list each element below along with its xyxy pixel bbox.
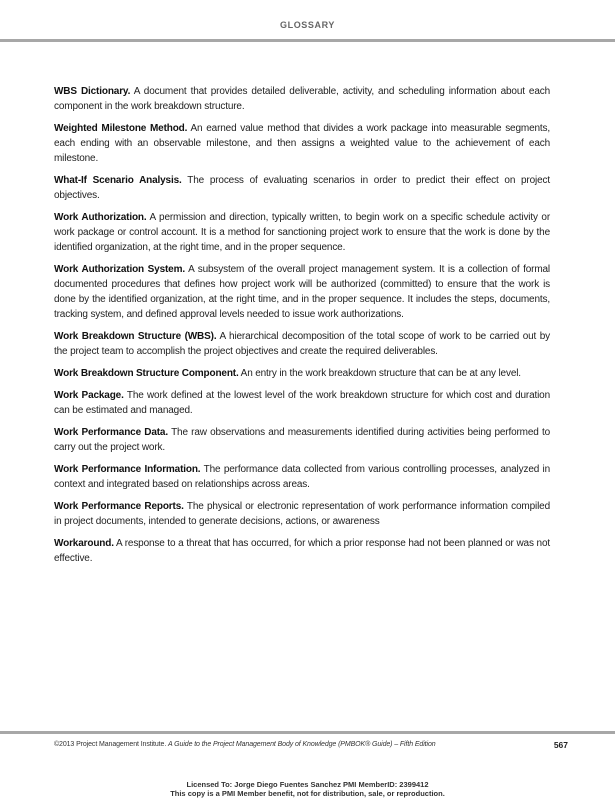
glossary-entry bbox=[54, 210, 550, 255]
entry-term: Work Package. bbox=[54, 390, 124, 401]
glossary-entry bbox=[54, 121, 550, 166]
entry-definition: A subsystem of the overall project management system. It is a collection of formal documented procedures that defines how project work will be authorized (committed) to ensure that the work is done by the identified organization, at the right time, and in the proper sequence. It includes the steps, documents, tracking system, and defined approval levels needed to issue work authorizations. bbox=[54, 264, 550, 320]
entry-definition: A permission and direction, typically written, to begin work on a specific schedule activity or work package or control account. It is a method for sanctioning project work to ensure that the work is done by the identified organization, at the right time, and in the proper sequence. bbox=[54, 212, 551, 253]
copyright-text: ©2013 Project Management Institute. bbox=[54, 741, 167, 748]
license-notice bbox=[0, 780, 615, 798]
glossary-content bbox=[54, 84, 550, 573]
glossary-entry bbox=[54, 84, 550, 114]
entry-term: What-If Scenario Analysis. bbox=[54, 175, 182, 186]
page-number: 567 bbox=[553, 740, 568, 750]
entry-definition: A document that provides detailed deliverable, activity, and scheduling information about each component in the work breakdown structure. bbox=[54, 86, 551, 112]
entry-term: Work Performance Reports. bbox=[54, 501, 184, 512]
entry-definition: The raw observations and measurements identified during activities being performed to carry out the project work. bbox=[54, 427, 551, 453]
glossary-entry bbox=[54, 329, 550, 359]
header-divider bbox=[0, 39, 615, 42]
license-line: This copy is a PMI Member benefit, not for distribution, sale, or reproduction. bbox=[170, 789, 445, 798]
entry-term: Work Authorization. bbox=[54, 212, 147, 223]
entry-term: Work Performance Data. bbox=[54, 427, 168, 438]
entry-definition: An earned value method that divides a work package into measurable segments, each ending with an observable milestone, and then assigns a weighted value to the achievement of each milestone. bbox=[54, 123, 550, 164]
glossary-entry bbox=[54, 499, 550, 529]
footer-divider bbox=[0, 731, 615, 734]
glossary-entry bbox=[54, 366, 550, 381]
glossary-entry bbox=[54, 425, 550, 455]
footer-copyright bbox=[54, 741, 524, 748]
entry-term: Work Breakdown Structure Component. bbox=[54, 368, 239, 379]
glossary-entry bbox=[54, 388, 550, 418]
glossary-entry bbox=[54, 173, 550, 203]
entry-term: Work Performance Information. bbox=[54, 464, 201, 475]
entry-definition: An entry in the work breakdown structure that can be at any level. bbox=[240, 368, 521, 379]
entry-definition: A hierarchical decomposition of the total scope of work to be carried out by the project team to accomplish the project objectives and create the required deliverables. bbox=[54, 331, 550, 357]
entry-term: Workaround. bbox=[54, 538, 114, 549]
entry-definition: A response to a threat that has occurred, for which a prior response had not been planned or was not effective. bbox=[54, 538, 550, 564]
entry-definition: The physical or electronic representation of work performance information compiled in project documents, intended to generate decisions, actions, or awareness bbox=[54, 501, 550, 527]
license-line: Licensed To: Jorge Diego Fuentes Sanchez PMI MemberID: 2399412 bbox=[186, 780, 429, 789]
entry-definition: The process of evaluating scenarios in order to predict their effect on project objectives. bbox=[54, 175, 550, 201]
entry-definition: The performance data collected from various controlling processes, analyzed in context and integrated based on relationships across areas. bbox=[54, 464, 551, 490]
entry-term: WBS Dictionary. bbox=[54, 86, 131, 97]
entry-term: Work Breakdown Structure (WBS). bbox=[54, 331, 217, 342]
glossary-entry bbox=[54, 536, 550, 566]
glossary-entry bbox=[54, 462, 550, 492]
guide-title: A Guide to the Project Management Body of Knowledge (PMBOK® Guide) – Fifth Edition bbox=[168, 741, 436, 748]
glossary-entry bbox=[54, 262, 550, 322]
entry-term: Weighted Milestone Method. bbox=[54, 123, 188, 134]
header-title: GLOSSARY bbox=[280, 20, 335, 30]
entry-definition: The work defined at the lowest level of the work breakdown structure for which cost and duration can be estimated and managed. bbox=[54, 390, 551, 416]
page-header bbox=[0, 0, 615, 42]
entry-term: Work Authorization System. bbox=[54, 264, 185, 275]
